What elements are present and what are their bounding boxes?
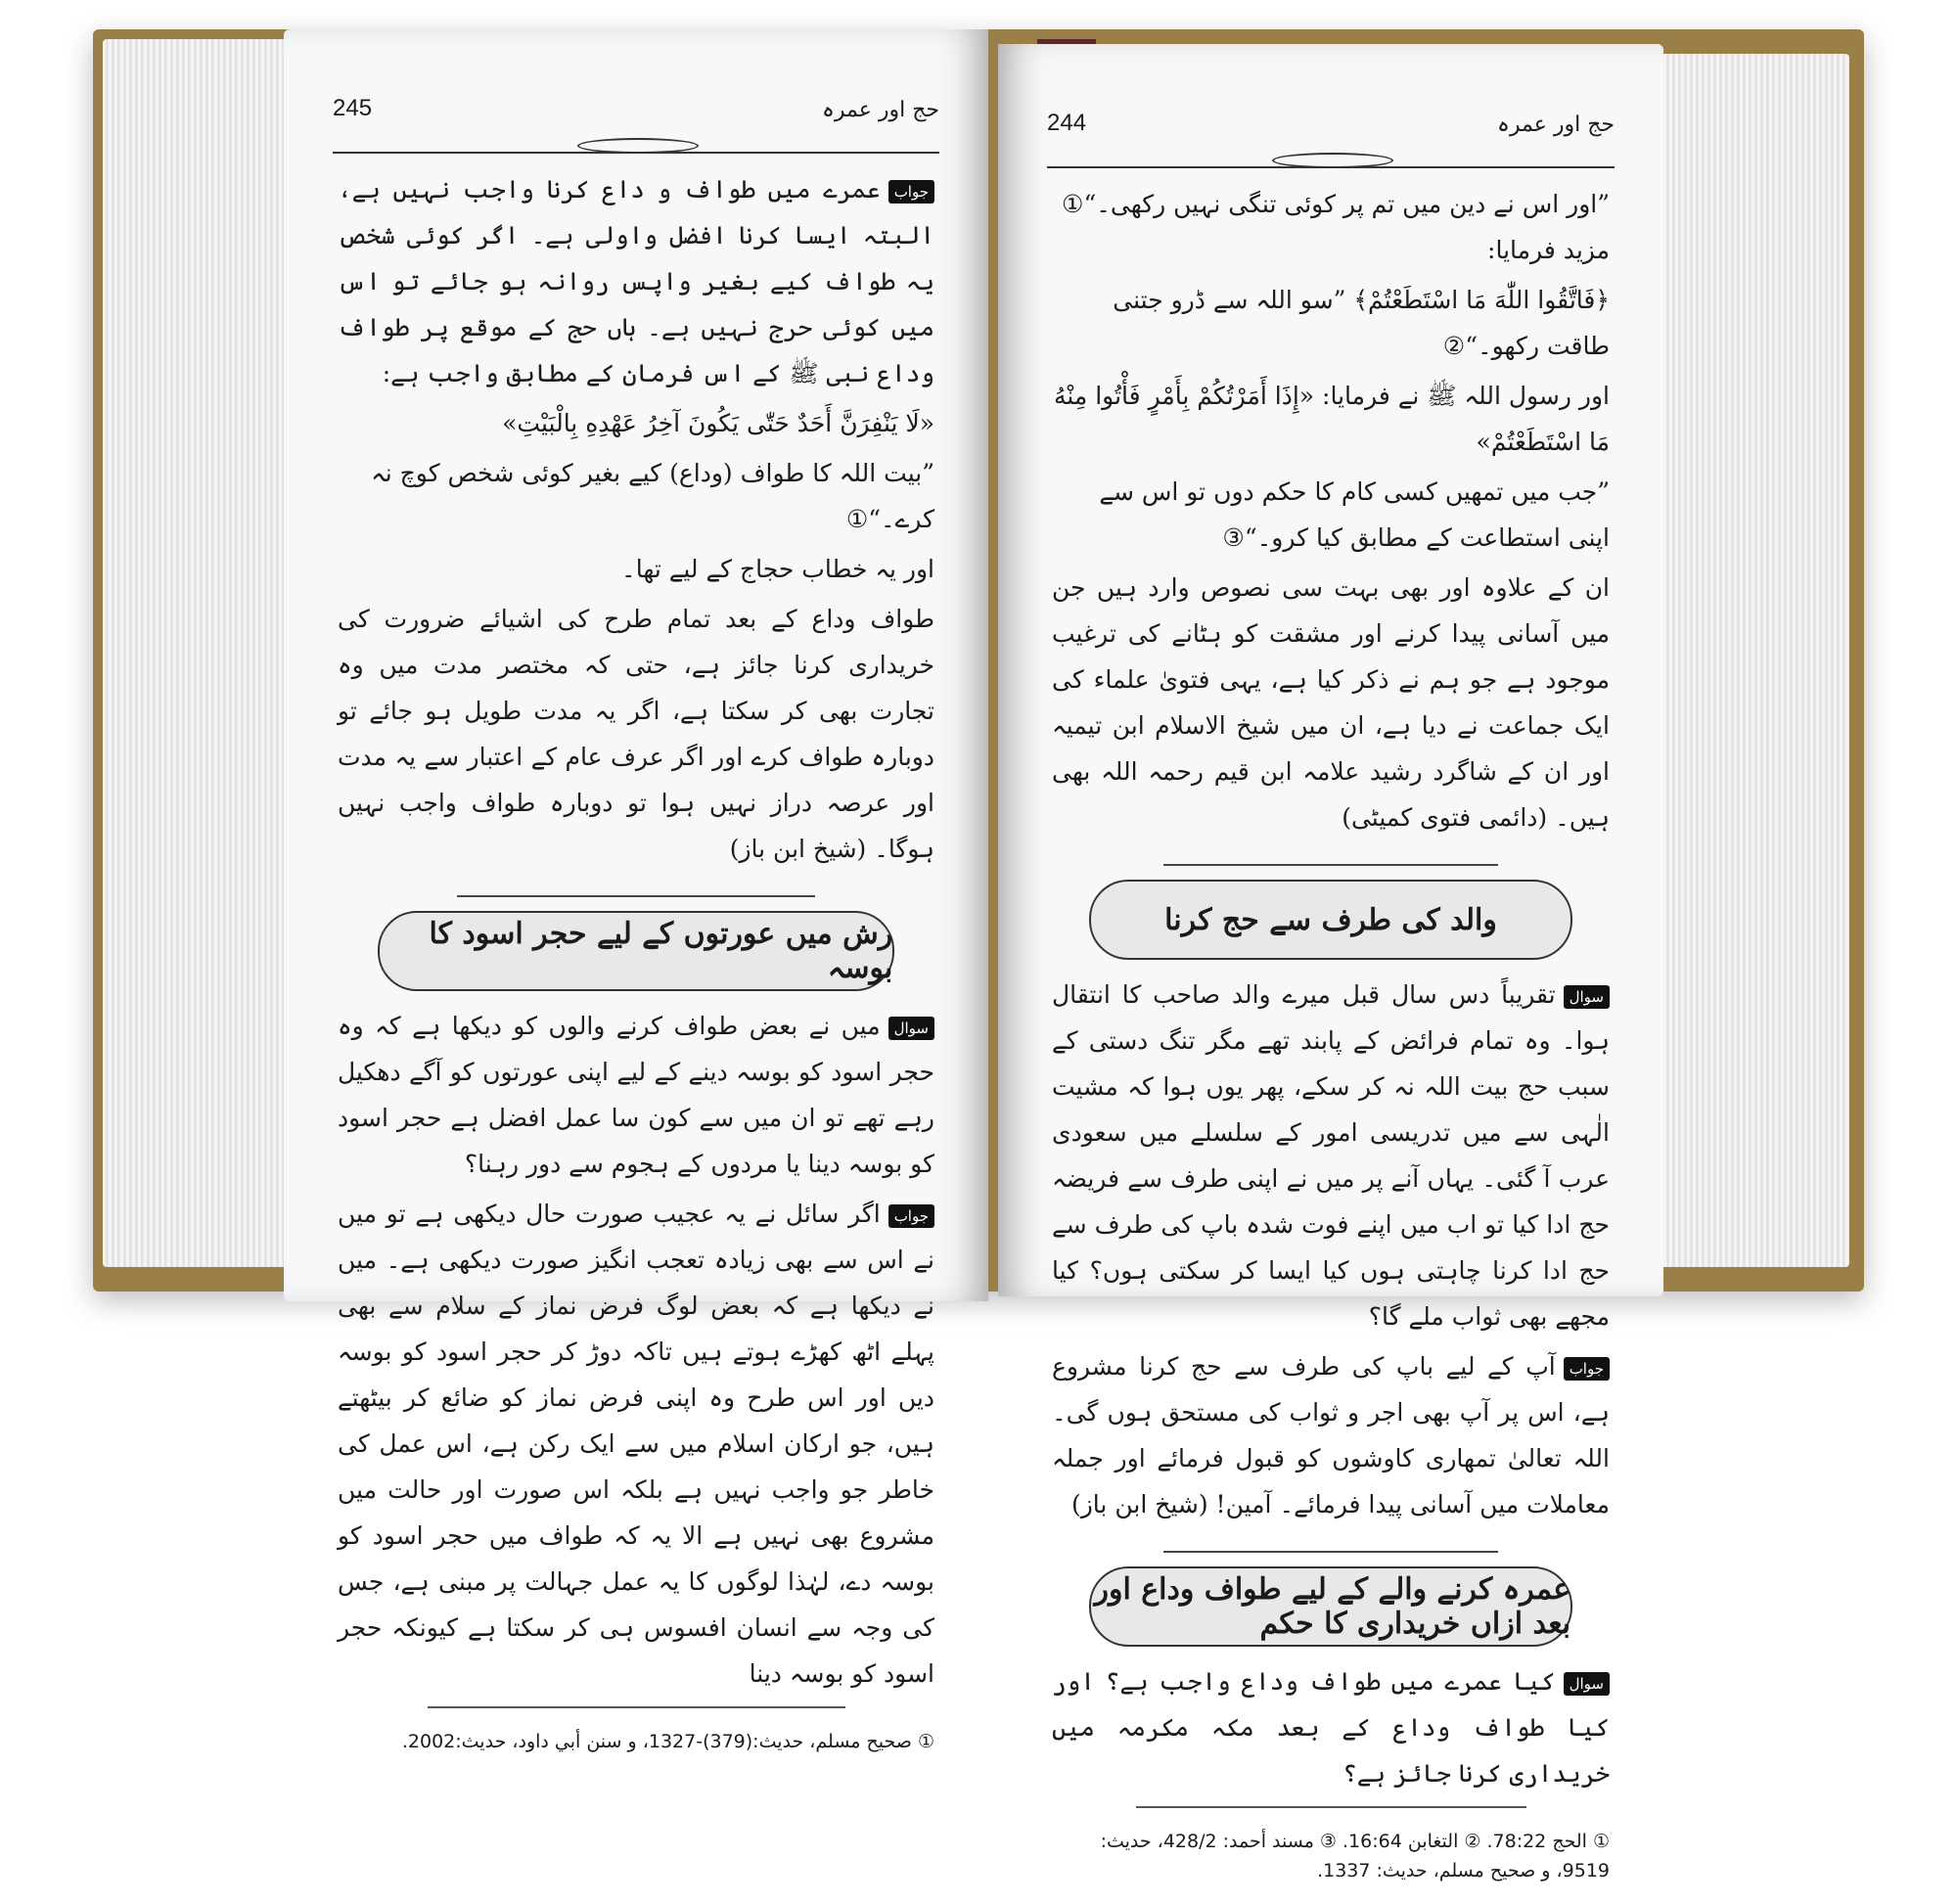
page-content: [1052, 181, 1610, 1904]
footnote-divider: [428, 1706, 845, 1708]
heading-ornament: [1163, 1533, 1498, 1553]
paragraph-text: میں نے بعض طواف کرنے والوں کو دیکھا ہے کہ وہ حجر اسود کو بوسہ دینے کے لیے اپنی عورتوں کو آگے دھکیل رہے تھے تو ان میں سے کون سا عمل افضل ہے حجر اسود کو بوسہ دینا یا مردوں کے ہجوم سے دور رہنا؟: [338, 1012, 934, 1178]
hadith-arabic: «لَا يَنْفِرَنَّ أَحَدٌ حَتّٰى يَكُونَ آخِرُ عَهْدِهِ بِالْبَيْتِ»: [502, 409, 934, 437]
question-tag: سوال: [1564, 1672, 1610, 1696]
paragraph: طواف وداع کے بعد تمام طرح کی اشیائے ضرورت کی خریداری کرنا جائز ہے، حتی کہ مختصر مدت میں وہ تجارت بھی کر سکتا ہے، اگر یہ مدت طویل ہو جائے تو دوبارہ طواف کرے اور اگر عرف عام کے اعتبار سے یہ مدت اور عرصہ دراز نہیں ہوا تو دوبارہ طواف واجب نہیں ہوگا۔ (شیخ ابن باز): [338, 605, 934, 863]
paragraph-text: آپ کے لیے باپ کی طرف سے حج کرنا مشروع ہے، اس پر آپ بھی اجر و ثواب کی مستحق ہوں گی۔ اللہ تعالیٰ تمھاری کاوشوں کو قبول فرمائے اور جملہ معاملات میں آسانی پیدا فرمائے۔ آمین! (شیخ ابن باز): [1052, 1352, 1610, 1519]
left-page: [284, 29, 988, 1752]
question-tag: سوال: [888, 1017, 934, 1040]
page-number: 244: [1047, 110, 1087, 136]
quran-verse: ﴿فَاتَّقُوا اللّٰهَ مَا اسْتَطَعْتُمْ﴾ ”سو اللہ سے ڈرو جتنی طاقت رکھو۔“②: [1113, 286, 1610, 360]
page-stack-left: [103, 39, 313, 1267]
answer-tag: جواب: [888, 1204, 934, 1228]
page-number: 245: [333, 95, 373, 121]
paragraph-text: عمرے میں طواف و داع کرنا واجب نہیں ہے، البتہ ایسا کرنا افضل واولی ہے۔ اگر کوئی شخص یہ طواف کیے بغیر واپس روانہ ہو جائے تو اس میں کوئی حرج نہیں ہے۔ ہاں حج کے موقع پر طواف وداع نبی ﷺ کے اس فرمان کے مطابق واجب ہے:: [338, 175, 934, 387]
page-content: [338, 166, 934, 1775]
answer-paragraph: [338, 1191, 934, 1697]
right-page: [998, 44, 1663, 1881]
quote: ”اور اس نے دین میں تم پر کوئی تنگی نہیں رکھی۔“① مزید فرمایا:: [1062, 190, 1610, 264]
answer-tag: جواب: [888, 180, 934, 204]
section-heading: عمرہ کرنے والے کے لیے طواف وداع اور بعد ازاں خریداری کا حکم: [1089, 1566, 1572, 1647]
answer-paragraph: [338, 166, 934, 396]
answer-tag: جواب: [1564, 1357, 1610, 1381]
paragraph-text: اگر سائل نے یہ عجیب صورت حال دیکھی ہے تو میں نے اس سے بھی زیادہ تعجب انگیز صورت دیکھی ہے۔ میں نے دیکھا ہے کہ بعض لوگ فرض نماز کے سلام سے بھی پہلے اٹھ کھڑے ہوتے ہیں تاکہ دوڑ کر حجر اسود کو بوسہ دیں اور اس طرح وہ اپنی فرض نماز کو ضائع کر بیٹھتے ہیں، جو ارکان اسلام میں سے ایک رکن ہے، اس عمل کی خاطر جو واجب نہیں ہے بلکہ اس صورت اور حالت میں مشروع بھی نہیں ہے الا یہ کہ طواف میں حجر اسود کو بوسہ دے، لہٰذا لوگوں کا یہ عمل جہالت پر مبنی ہے، جس کی وجہ سے انسان افسوس ہی کر سکتا ہے کیونکہ حجر اسود کو بوسہ دینا: [338, 1200, 934, 1688]
paragraph-text: کیا عمرے میں طواف وداع واجب ہے؟ اور کیا طواف وداع کے بعد مکہ مکرمہ میں خریداری کرنا جائز ہے؟: [1052, 1667, 1610, 1788]
heading-ornament: [457, 878, 815, 897]
question-tag: سوال: [1564, 985, 1610, 1009]
paragraph-text: تقریباً دس سال قبل میرے والد صاحب کا انتقال ہوا۔ وہ تمام فرائض کے پابند تھے مگر تنگ دستی کے سبب حج بیت اللہ نہ کر سکے، پھر یوں ہوا کہ مشیت الٰہی سے میں تدریسی امور کے سلسلے میں سعودی عرب آ گئی۔ یہاں آنے پر میں نے اپنی طرف سے فریضہ حج ادا کیا تو اب میں اپنے فوت شدہ باپ کی طرف سے حج ادا کرنا چاہتی ہوں کیا ایسا کر سکتی ہوں؟ کیا مجھے بھی ثواب ملے گا؟: [1052, 980, 1610, 1331]
question-paragraph: [338, 1003, 934, 1187]
page-header: [1047, 98, 1615, 137]
footnote-divider: [1136, 1806, 1526, 1808]
question-paragraph: [1052, 1658, 1610, 1796]
header-title: حج اور عمرہ: [821, 98, 939, 122]
header-ornament: [333, 132, 939, 154]
paragraph: ان کے علاوہ اور بھی بہت سی نصوص وارد ہیں جن میں آسانی پیدا کرنے اور مشقت کو ہٹانے کی ترغیب موجود ہے جو ہم نے ذکر کیا ہے، یہی فتویٰ علماء کی ایک جماعت نے دیا ہے، ان میں شیخ الاسلام ابن تیمیہ اور ان کے شاگرد رشید علامہ ابن قیم رحمہ اللہ بھی ہیں۔ (دائمی فتوی کمیٹی): [1052, 573, 1610, 832]
hadith-translation: ”بیت اللہ کا طواف (وداع) کیے بغیر کوئی شخص کوچ نہ کرے۔“①: [371, 459, 934, 533]
section-heading: والد کی طرف سے حج کرنا: [1089, 880, 1572, 960]
hadith: اور رسول اللہ ﷺ نے فرمایا: «إِذَا أَمَرْتُكُمْ بِأَمْرٍ فَأْتُوا مِنْهُ مَا اسْتَطَعْتُمْ»: [1053, 382, 1610, 456]
question-paragraph: [1052, 972, 1610, 1339]
answer-paragraph: [1052, 1343, 1610, 1527]
footnote: ① صحيح مسلم، حديث:(379)-1327، و سنن أبي داود، حديث:2002.: [401, 1731, 934, 1752]
paragraph: اور یہ خطاب حجاج کے لیے تھا۔: [621, 555, 934, 583]
section-heading: رش میں عورتوں کے لیے حجر اسود کا بوسہ: [378, 911, 895, 991]
footnote: ① الحج 78:22. ② التغابن 16:64. ③ مسند أحمد: 428/2، حديث: 9519، و صحيح مسلم، حديث: 1337.: [1100, 1831, 1610, 1881]
header-title: حج اور عمرہ: [1496, 113, 1615, 137]
hadith-translation: ”جب میں تمھیں کسی کام کا حکم دوں تو اس سے اپنی استطاعت کے مطابق کیا کرو۔“③: [1099, 477, 1610, 552]
heading-ornament: [1163, 846, 1498, 866]
page-header: [333, 83, 939, 122]
header-ornament: [1047, 147, 1615, 168]
